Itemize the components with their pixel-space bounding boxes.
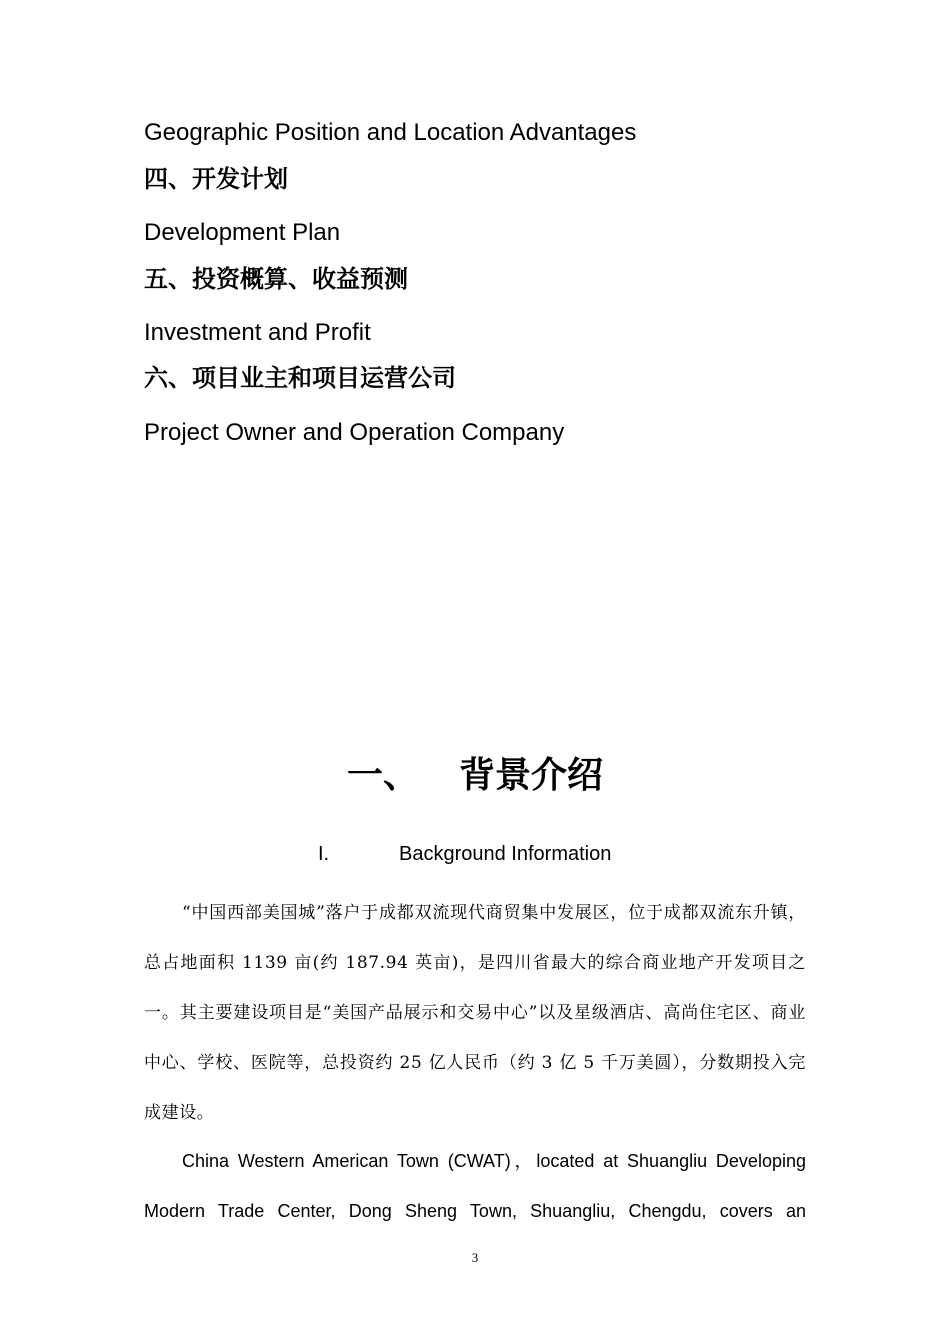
toc-entry-en-5: Investment and Profit [144,319,371,346]
body-paragraph-cn [144,888,806,1138]
toc-entry-en-3: Geographic Position and Location Advantages [144,119,637,146]
chapter-number-en: I. [318,843,330,865]
chapter-number-cn: 一、 [346,755,419,796]
body-paragraph-en [144,1136,806,1236]
chapter-heading-cn: 背景介绍 [459,755,604,796]
chapter-title-cn [0,752,950,800]
page-number: 3 [471,1250,479,1265]
toc-entry-en-6: Project Owner and Operation Company [144,419,565,446]
toc-entry-en-4: Development Plan [144,219,341,246]
toc-heading-cn-4: 四、开发计划 [144,165,288,193]
chapter-heading-en: Background Information [399,843,612,865]
toc-heading-cn-6: 六、项目业主和项目运营公司 [144,364,456,392]
toc-heading-cn-5: 五、投资概算、收益预测 [144,265,408,293]
chapter-title-en [0,840,950,868]
paragraph-text-cn: “中国西部美国城”落户于成都双流现代商贸集中发展区，位于成都双流东升镇，总占地面积 1139 亩(约 187.94 英亩)，是四川省最大的综合商业地产开发项目之一。其主要建设项目是“美国产品展示和交易中心”以及星级酒店、高尚住宅区、商业中心、学校、医院等，总投资约 25 亿人民币（约 3 亿 5 千万美圆），分数期投入完成建设。 [144,903,806,1123]
paragraph-text-en: China Western American Town (CWAT)，located at Shuangliu Developing Modern Trade Center, Dong Sheng Town, Shuangliu, Chengdu, covers an [144,1151,806,1221]
